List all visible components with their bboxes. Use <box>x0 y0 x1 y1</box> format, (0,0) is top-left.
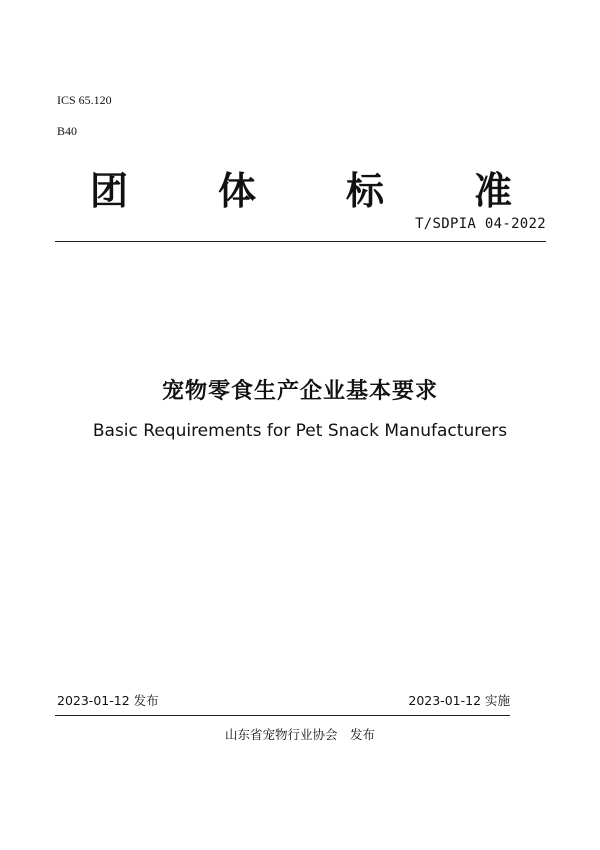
top-divider <box>55 241 546 242</box>
document-title-chinese: 宠物零食生产企业基本要求 <box>161 379 438 404</box>
category-char: 准 <box>473 168 512 213</box>
bottom-divider <box>55 715 510 716</box>
ics-code: ICS 65.120 <box>57 93 112 107</box>
standard-number: T/SDPIA 04-2022 <box>415 216 546 232</box>
category-char: 团 <box>90 168 129 213</box>
document-title-english: Basic Requirements for Pet Snack Manufacturers <box>92 421 508 441</box>
ccs-code: B40 <box>57 124 78 138</box>
standard-category-heading <box>90 162 512 212</box>
implementation-date: 2023-01-12 实施 <box>408 693 510 708</box>
category-char: 标 <box>345 168 384 213</box>
publisher: 山东省宠物行业协会 发布 <box>224 727 375 742</box>
category-char: 体 <box>217 168 256 213</box>
publish-date: 2023-01-12 发布 <box>57 693 159 708</box>
